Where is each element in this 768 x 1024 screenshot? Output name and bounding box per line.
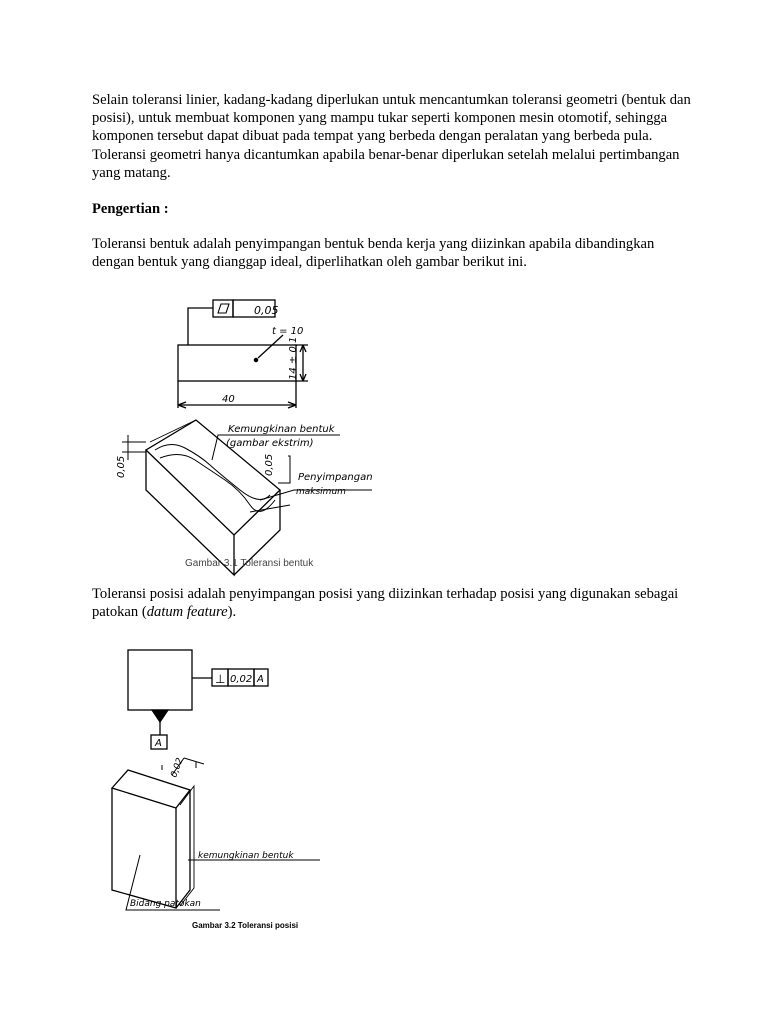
figure-position-tolerance [100,640,330,940]
flatness-icon [218,304,229,313]
form-tolerance-drawing [100,290,390,580]
flatness-symbol-cell [213,300,233,317]
flatness-tolerance-value: 0,05 [254,304,279,317]
perpendicularity-icon: ⊥ [215,672,226,686]
position-tolerance-value: 0,02 [230,674,253,685]
p3-datum-feature: datum feature [146,604,228,621]
plate-front-view [178,345,296,381]
thickness-label: t = 10 [272,326,304,337]
section-heading: Pengertian : [92,201,169,217]
width-dimension: 40 [222,394,235,405]
extreme-drawing-label: (gambar ekstrim) [226,438,314,449]
datum-plane-label: Bidang patokan [130,899,201,909]
datum-reference: A [257,674,264,685]
position-tolerance-drawing [100,640,330,940]
datum-letter: A [155,738,162,749]
datum-triangle [152,710,168,722]
form-tolerance-paragraph: Toleransi bentuk adalah penyimpangan bentuk benda kerja yang diizinkan apabila dibandingkan dengan bentuk yang dianggap ideal, diperlihatkan oleh gambar berikut ini. [92,236,655,271]
max-deviation-label: Penyimpangan [298,472,373,483]
mid-deviation-dimension: 0,05 [264,453,275,476]
figure-form-tolerance [100,290,390,580]
position-deviation-dimension: 0,02 [169,756,186,780]
p3-text-before: Toleransi posisi adalah penyimpangan posisi yang diizinkan terhadap posisi yang digunakan sebagai patokan ( [92,586,679,621]
figure-2-caption: Gambar 3.2 Toleransi posisi [192,921,299,930]
figure-1-caption: Gambar 3.1 Toleransi bentuk [185,558,314,569]
intro-paragraph: Selain toleransi linier, kadang-kadang diperlukan untuk mencantumkan toleransi geometri (bentuk dan posisi), untuk membuat komponen yang mampu tukar seperti komponen mesin otomotif, sehingga komponen tersebut dapat dibuat pada tempat yang berbeda dengan peralatan yang berbeda pula. Toleransi geometri hanya dicantumkan apabila benar-benar diperlukan setelah melalui pertimbangan yang matang. [92,92,691,181]
part-square [128,650,192,710]
height-dimension: 14 ± 0,1 [288,336,299,380]
p3-text-after: ). [227,604,237,621]
position-tolerance-paragraph [92,585,692,621]
left-deviation-dimension: 0,05 [116,455,127,478]
possible-form-label: Kemungkinan bentuk [228,424,335,435]
possible-form-label: kemungkinan bentuk [198,851,294,861]
max-deviation-label-2: maksimum [296,487,346,497]
